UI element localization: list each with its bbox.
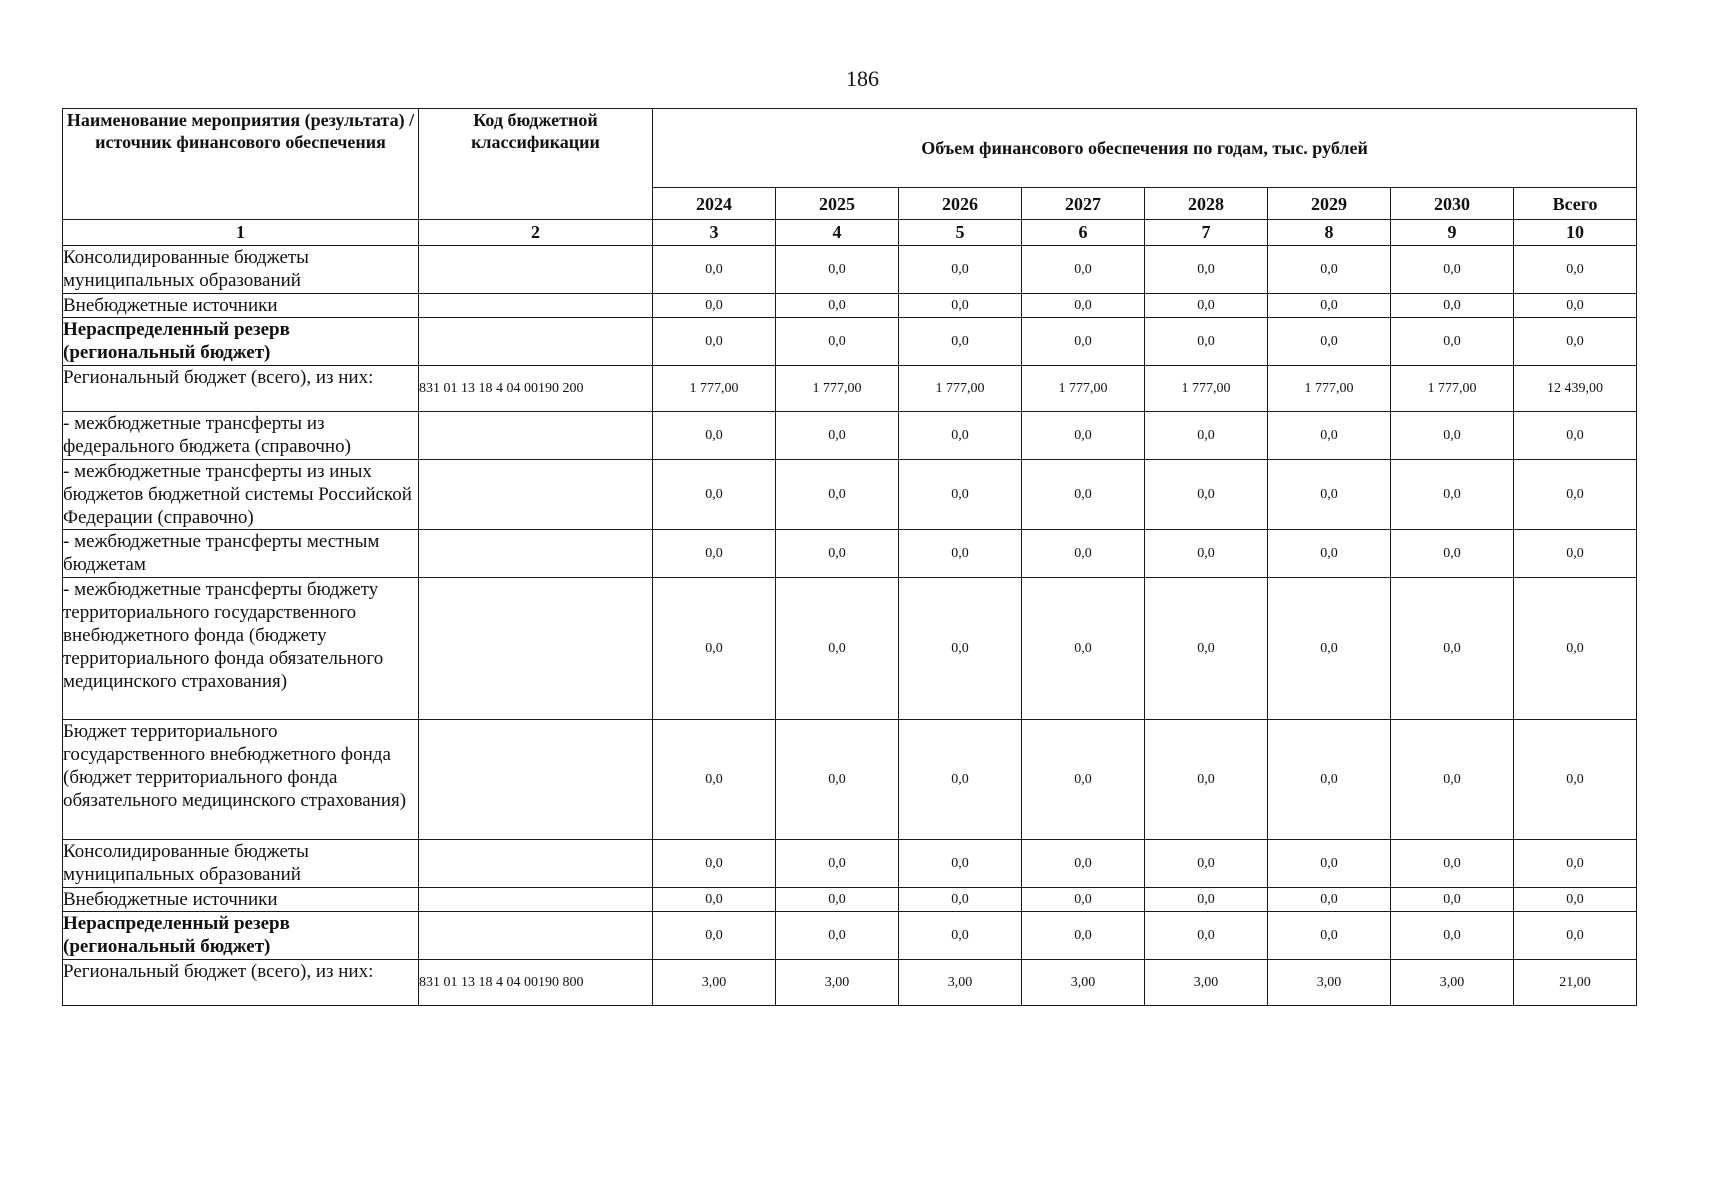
header-year-2028: 2028 bbox=[1145, 188, 1268, 220]
row-year-value: 3,00 bbox=[1391, 960, 1514, 1006]
row-year-value: 0,0 bbox=[1022, 888, 1145, 912]
row-year-value: 1 777,00 bbox=[899, 366, 1022, 412]
row-year-value: 0,0 bbox=[653, 460, 776, 530]
row-total-value: 0,0 bbox=[1514, 318, 1637, 366]
table-row bbox=[63, 460, 1637, 530]
row-total-value: 0,0 bbox=[1514, 530, 1637, 578]
row-year-value: 0,0 bbox=[1268, 530, 1391, 578]
row-year-value: 0,0 bbox=[899, 412, 1022, 460]
row-year-value: 0,0 bbox=[1268, 720, 1391, 840]
row-budget-code bbox=[419, 578, 653, 720]
row-name: Региональный бюджет (всего), из них: bbox=[63, 366, 419, 412]
row-year-value: 0,0 bbox=[899, 294, 1022, 318]
row-year-value: 0,0 bbox=[653, 318, 776, 366]
table-row bbox=[63, 960, 1637, 1006]
row-budget-code bbox=[419, 412, 653, 460]
row-year-value: 0,0 bbox=[899, 840, 1022, 888]
table-row bbox=[63, 294, 1637, 318]
row-year-value: 0,0 bbox=[1268, 294, 1391, 318]
row-year-value: 0,0 bbox=[1145, 318, 1268, 366]
row-name: Региональный бюджет (всего), из них: bbox=[63, 960, 419, 1006]
row-year-value: 0,0 bbox=[1268, 460, 1391, 530]
row-total-value: 0,0 bbox=[1514, 912, 1637, 960]
row-budget-code: 831 01 13 18 4 04 00190 800 bbox=[419, 960, 653, 1006]
row-year-value: 1 777,00 bbox=[1022, 366, 1145, 412]
table-header bbox=[63, 109, 1637, 246]
row-year-value: 0,0 bbox=[653, 840, 776, 888]
row-year-value: 0,0 bbox=[653, 530, 776, 578]
row-year-value: 0,0 bbox=[776, 530, 899, 578]
row-budget-code bbox=[419, 888, 653, 912]
row-year-value: 0,0 bbox=[776, 318, 899, 366]
row-total-value: 0,0 bbox=[1514, 460, 1637, 530]
header-year-2024: 2024 bbox=[653, 188, 776, 220]
row-budget-code bbox=[419, 460, 653, 530]
row-budget-code: 831 01 13 18 4 04 00190 200 bbox=[419, 366, 653, 412]
row-year-value: 0,0 bbox=[1022, 246, 1145, 294]
row-year-value: 0,0 bbox=[653, 294, 776, 318]
column-number-row bbox=[63, 220, 1637, 246]
row-year-value: 0,0 bbox=[1022, 912, 1145, 960]
row-year-value: 0,0 bbox=[776, 840, 899, 888]
row-year-value: 0,0 bbox=[1145, 294, 1268, 318]
row-total-value: 12 439,00 bbox=[1514, 366, 1637, 412]
header-year-2030: 2030 bbox=[1391, 188, 1514, 220]
table-row bbox=[63, 246, 1637, 294]
row-year-value: 3,00 bbox=[1145, 960, 1268, 1006]
row-year-value: 0,0 bbox=[899, 318, 1022, 366]
row-name: Внебюджетные источники bbox=[63, 888, 419, 912]
row-year-value: 0,0 bbox=[1145, 530, 1268, 578]
row-year-value: 0,0 bbox=[1268, 888, 1391, 912]
row-name: Внебюджетные источники bbox=[63, 294, 419, 318]
row-year-value: 1 777,00 bbox=[1145, 366, 1268, 412]
header-total: Всего bbox=[1514, 188, 1637, 220]
table-row bbox=[63, 366, 1637, 412]
row-year-value: 0,0 bbox=[776, 460, 899, 530]
row-year-value: 0,0 bbox=[1022, 412, 1145, 460]
row-year-value: 1 777,00 bbox=[776, 366, 899, 412]
table-body bbox=[63, 246, 1637, 1006]
row-year-value: 0,0 bbox=[1391, 578, 1514, 720]
row-year-value: 0,0 bbox=[1145, 460, 1268, 530]
row-year-value: 1 777,00 bbox=[653, 366, 776, 412]
column-number: 2 bbox=[419, 220, 653, 246]
row-total-value: 0,0 bbox=[1514, 412, 1637, 460]
row-year-value: 0,0 bbox=[1268, 318, 1391, 366]
row-year-value: 3,00 bbox=[1268, 960, 1391, 1006]
row-name: - межбюджетные трансферты из федерального бюджета (справочно) bbox=[63, 412, 419, 460]
row-year-value: 0,0 bbox=[899, 912, 1022, 960]
row-year-value: 0,0 bbox=[1145, 578, 1268, 720]
row-year-value: 0,0 bbox=[1145, 412, 1268, 460]
row-budget-code bbox=[419, 318, 653, 366]
header-name-column: Наименование мероприятия (результата) /источник финансового обеспечения bbox=[63, 109, 419, 220]
row-year-value: 0,0 bbox=[653, 578, 776, 720]
header-code-column: Код бюджетной классификации bbox=[419, 109, 653, 220]
row-year-value: 0,0 bbox=[1022, 530, 1145, 578]
table-row bbox=[63, 412, 1637, 460]
column-number: 5 bbox=[899, 220, 1022, 246]
table-row bbox=[63, 888, 1637, 912]
row-year-value: 0,0 bbox=[1022, 318, 1145, 366]
row-year-value: 0,0 bbox=[776, 578, 899, 720]
row-name: - межбюджетные трансферты бюджету территориального государственного внебюджетного фонда (бюджету территориального фонда обязательного медицинского страхования) bbox=[63, 578, 419, 720]
budget-table bbox=[62, 108, 1637, 1006]
row-year-value: 0,0 bbox=[776, 246, 899, 294]
row-budget-code bbox=[419, 530, 653, 578]
table-row bbox=[63, 530, 1637, 578]
row-total-value: 0,0 bbox=[1514, 294, 1637, 318]
header-year-2029: 2029 bbox=[1268, 188, 1391, 220]
row-year-value: 3,00 bbox=[653, 960, 776, 1006]
header-year-2027: 2027 bbox=[1022, 188, 1145, 220]
row-year-value: 0,0 bbox=[899, 460, 1022, 530]
row-year-value: 0,0 bbox=[899, 530, 1022, 578]
row-year-value: 0,0 bbox=[1391, 412, 1514, 460]
row-year-value: 0,0 bbox=[1268, 840, 1391, 888]
row-year-value: 0,0 bbox=[1145, 912, 1268, 960]
row-total-value: 0,0 bbox=[1514, 578, 1637, 720]
row-year-value: 0,0 bbox=[899, 888, 1022, 912]
row-total-value: 0,0 bbox=[1514, 246, 1637, 294]
column-number: 4 bbox=[776, 220, 899, 246]
header-year-2026: 2026 bbox=[899, 188, 1022, 220]
row-name: - межбюджетные трансферты из иных бюджетов бюджетной системы Российской Федерации (справочно) bbox=[63, 460, 419, 530]
row-year-value: 1 777,00 bbox=[1268, 366, 1391, 412]
header-volume: Объем финансового обеспечения по годам, тыс. рублей bbox=[653, 109, 1637, 188]
row-year-value: 0,0 bbox=[1391, 720, 1514, 840]
row-year-value: 0,0 bbox=[1022, 578, 1145, 720]
row-year-value: 0,0 bbox=[1268, 912, 1391, 960]
row-total-value: 0,0 bbox=[1514, 720, 1637, 840]
row-year-value: 0,0 bbox=[1391, 294, 1514, 318]
row-name: Нераспределенный резерв (региональный бюджет) bbox=[63, 318, 419, 366]
row-year-value: 0,0 bbox=[1391, 530, 1514, 578]
table-row bbox=[63, 720, 1637, 840]
row-budget-code bbox=[419, 840, 653, 888]
row-year-value: 0,0 bbox=[899, 720, 1022, 840]
row-year-value: 0,0 bbox=[1145, 840, 1268, 888]
row-year-value: 0,0 bbox=[776, 912, 899, 960]
row-year-value: 0,0 bbox=[1391, 318, 1514, 366]
row-year-value: 0,0 bbox=[776, 720, 899, 840]
table-row bbox=[63, 578, 1637, 720]
row-year-value: 0,0 bbox=[1268, 246, 1391, 294]
row-total-value: 21,00 bbox=[1514, 960, 1637, 1006]
row-year-value: 0,0 bbox=[653, 246, 776, 294]
row-total-value: 0,0 bbox=[1514, 888, 1637, 912]
row-name: Консолидированные бюджеты муниципальных образований bbox=[63, 840, 419, 888]
row-year-value: 0,0 bbox=[899, 578, 1022, 720]
row-year-value: 0,0 bbox=[1145, 888, 1268, 912]
row-year-value: 0,0 bbox=[1391, 912, 1514, 960]
row-year-value: 0,0 bbox=[1145, 246, 1268, 294]
row-year-value: 0,0 bbox=[1268, 578, 1391, 720]
header-year-2025: 2025 bbox=[776, 188, 899, 220]
row-year-value: 0,0 bbox=[1022, 720, 1145, 840]
row-year-value: 0,0 bbox=[776, 888, 899, 912]
row-year-value: 0,0 bbox=[899, 246, 1022, 294]
column-number: 6 bbox=[1022, 220, 1145, 246]
table-row bbox=[63, 318, 1637, 366]
row-budget-code bbox=[419, 720, 653, 840]
row-name: Нераспределенный резерв (региональный бюджет) bbox=[63, 912, 419, 960]
row-year-value: 3,00 bbox=[776, 960, 899, 1006]
row-year-value: 0,0 bbox=[1268, 412, 1391, 460]
row-budget-code bbox=[419, 246, 653, 294]
row-name: - межбюджетные трансферты местным бюджетам bbox=[63, 530, 419, 578]
table-row bbox=[63, 912, 1637, 960]
row-year-value: 0,0 bbox=[1391, 888, 1514, 912]
row-year-value: 3,00 bbox=[1022, 960, 1145, 1006]
row-year-value: 0,0 bbox=[653, 912, 776, 960]
row-year-value: 0,0 bbox=[776, 412, 899, 460]
column-number: 7 bbox=[1145, 220, 1268, 246]
row-year-value: 0,0 bbox=[653, 720, 776, 840]
column-number: 8 bbox=[1268, 220, 1391, 246]
column-number: 3 bbox=[653, 220, 776, 246]
row-year-value: 0,0 bbox=[776, 294, 899, 318]
row-year-value: 0,0 bbox=[653, 412, 776, 460]
row-year-value: 1 777,00 bbox=[1391, 366, 1514, 412]
row-name: Консолидированные бюджеты муниципальных образований bbox=[63, 246, 419, 294]
row-year-value: 0,0 bbox=[1022, 840, 1145, 888]
row-total-value: 0,0 bbox=[1514, 840, 1637, 888]
row-year-value: 0,0 bbox=[1022, 294, 1145, 318]
row-year-value: 3,00 bbox=[899, 960, 1022, 1006]
column-number: 1 bbox=[63, 220, 419, 246]
row-year-value: 0,0 bbox=[1391, 460, 1514, 530]
row-year-value: 0,0 bbox=[1022, 460, 1145, 530]
row-budget-code bbox=[419, 294, 653, 318]
row-year-value: 0,0 bbox=[653, 888, 776, 912]
row-year-value: 0,0 bbox=[1391, 246, 1514, 294]
row-name: Бюджет территориального государственного внебюджетного фонда (бюджет территориального фонда обязательного медицинского страхования) bbox=[63, 720, 419, 840]
table-row bbox=[63, 840, 1637, 888]
column-number: 9 bbox=[1391, 220, 1514, 246]
row-year-value: 0,0 bbox=[1145, 720, 1268, 840]
column-number: 10 bbox=[1514, 220, 1637, 246]
page-number: 186 bbox=[846, 66, 879, 91]
row-year-value: 0,0 bbox=[1391, 840, 1514, 888]
row-budget-code bbox=[419, 912, 653, 960]
